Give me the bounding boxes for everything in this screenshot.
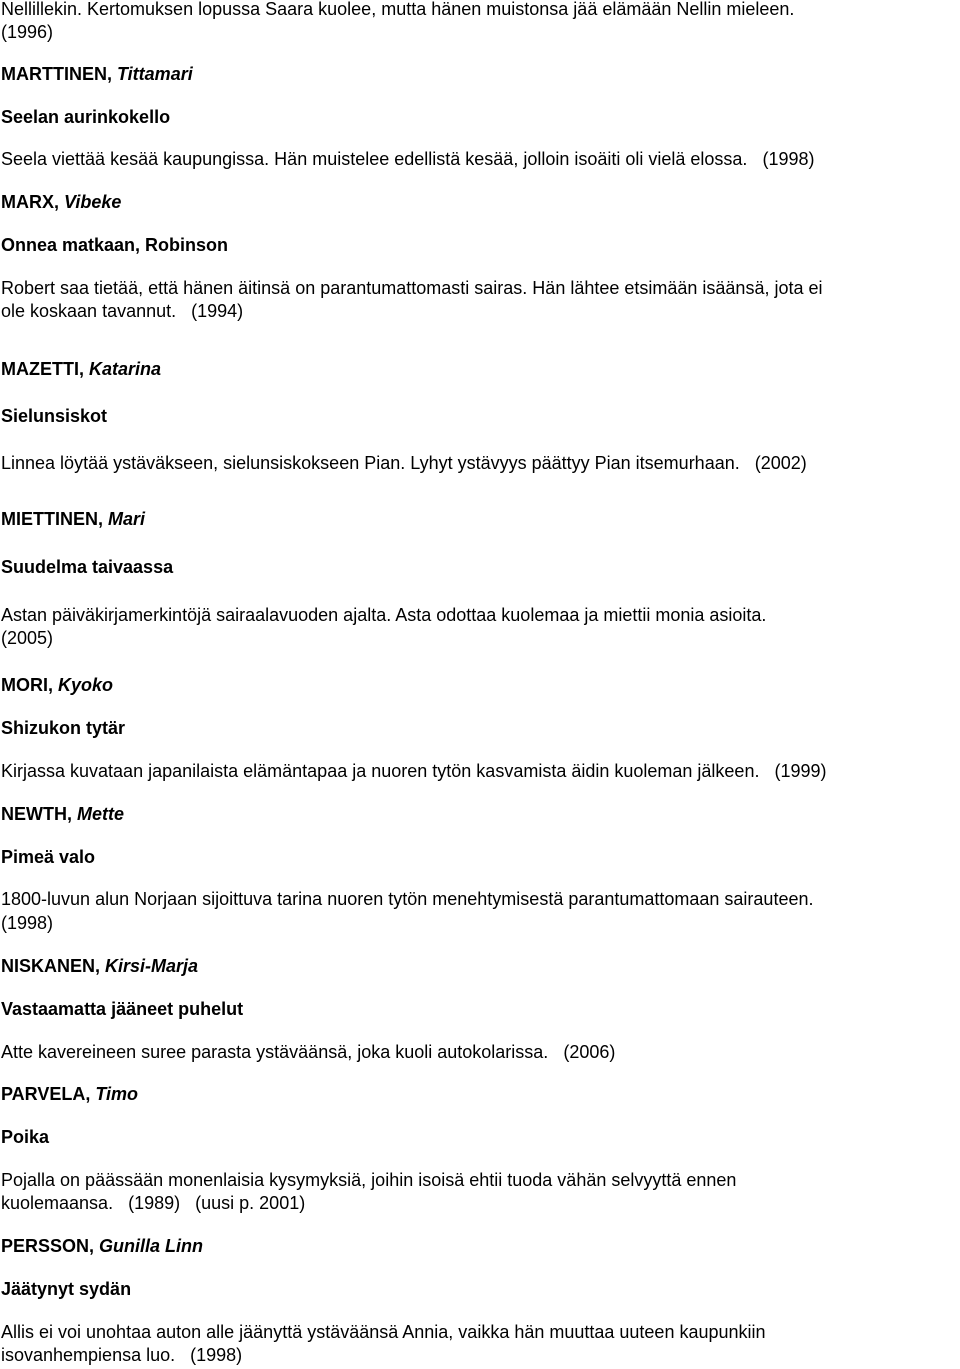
publication-year: (2006) [563,1042,616,1062]
description-line [1,299,243,323]
description-line: Nellillekin. Kertomuksen lopussa Saara kuolee, mutta hänen muistonsa jää elämään Nellin mieleen. [1,0,795,19]
author-first-name: Gunilla Linn [99,1236,204,1256]
description-line [1,759,827,783]
reprint-note: (uusi p. 2001) [195,1193,306,1213]
publication-year [1,626,53,650]
book-title: Jäätynyt sydän [1,1279,132,1299]
publication-year [1,911,53,935]
author-last-name: NISKANEN, [1,956,101,976]
description-line [1,1191,305,1215]
description-text: ole koskaan tavannut. [1,301,177,321]
description-line: Pojalla on päässään monenlaisia kysymyksiä, joihin isoisä ehtii tuoda vähän selvyyttä ennen [1,1170,737,1190]
description-text: Seela viettää kesää kaupungissa. Hän muistelee edellistä kesää, jolloin isoäiti oli vielä elossa. [1,149,748,169]
year-text: (1996) [1,22,54,42]
description-text: Kirjassa kuvataan japanilaista elämäntapaa ja nuoren tytön kasvamista äidin kuoleman jälkeen. [1,761,760,781]
description-line [1,451,807,475]
author-first-name: Kirsi-Marja [105,956,199,976]
author [1,62,193,86]
author-first-name: Tittamari [117,64,193,84]
description-text: Linnea löytää ystäväkseen, sielunsiskokseen Pian. Lyhyt ystävyys päättyy Pian itsemurhaan. [1,453,740,473]
author-first-name: Timo [95,1084,139,1104]
book-title: Sielunsiskot [1,406,108,426]
author [1,190,121,214]
book-title: Poika [1,1127,50,1147]
author-last-name: PERSSON, [1,1236,95,1256]
author-first-name: Kyoko [58,675,114,695]
author-first-name: Katarina [89,359,162,379]
description-line: 1800-luvun alun Norjaan sijoittuva tarina nuoren tytön menehtymisestä parantumattomaan sairauteen. [1,889,814,909]
book-title: Pimeä valo [1,847,96,867]
author-last-name: MARTTINEN, [1,64,112,84]
publication-year: (1998) [762,149,815,169]
publication-year [1,20,53,44]
author-last-name: MIETTINEN, [1,509,103,529]
book-title: Shizukon tytär [1,718,126,738]
author [1,507,145,531]
description-line: Allis ei voi unohtaa auton alle jäänyttä ystäväänsä Annia, vaikka hän muuttaa uuteen kaupunkiin [1,1322,766,1342]
description-text: kuolemaansa. [1,1193,114,1213]
publication-year: (2002) [754,453,807,473]
year-text: (1998) [1,913,54,933]
year-text: (2005) [1,628,54,648]
book-title: Onnea matkaan, Robinson [1,235,229,255]
author-last-name: MORI, [1,675,53,695]
description-line [1,1040,615,1064]
publication-year: (1999) [774,761,827,781]
book-title: Suudelma taivaassa [1,557,174,577]
author [1,1082,138,1106]
publication-year: (1989) [128,1193,181,1213]
description-text: Atte kavereineen suree parasta ystäväänsä, joka kuoli autokolarissa. [1,1042,549,1062]
publication-year: (1994) [191,301,244,321]
book-title: Seelan aurinkokello [1,107,171,127]
author-last-name: MARX, [1,192,59,212]
author-last-name: PARVELA, [1,1084,91,1104]
author [1,802,124,826]
author-last-name: NEWTH, [1,804,72,824]
author [1,1234,203,1258]
author-first-name: Vibeke [64,192,122,212]
author [1,357,161,381]
description-line: Astan päiväkirjamerkintöjä sairaalavuoden ajalta. Asta odottaa kuolemaa ja miettii monia asioita. [1,605,767,625]
author [1,954,198,978]
description-line [1,147,814,171]
book-title: Vastaamatta jääneet puhelut [1,999,244,1019]
author [1,673,113,697]
author-first-name: Mari [108,509,146,529]
author-first-name: Mette [77,804,125,824]
publication-year: (1998) [190,1345,243,1365]
author-last-name: MAZETTI, [1,359,84,379]
description-line [1,1343,242,1367]
description-text: isovanhempiensa luo. [1,1345,176,1365]
description-line: Robert saa tietää, että hänen äitinsä on parantumattomasti sairas. Hän lähtee etsimään isäänsä, jota ei [1,278,823,298]
